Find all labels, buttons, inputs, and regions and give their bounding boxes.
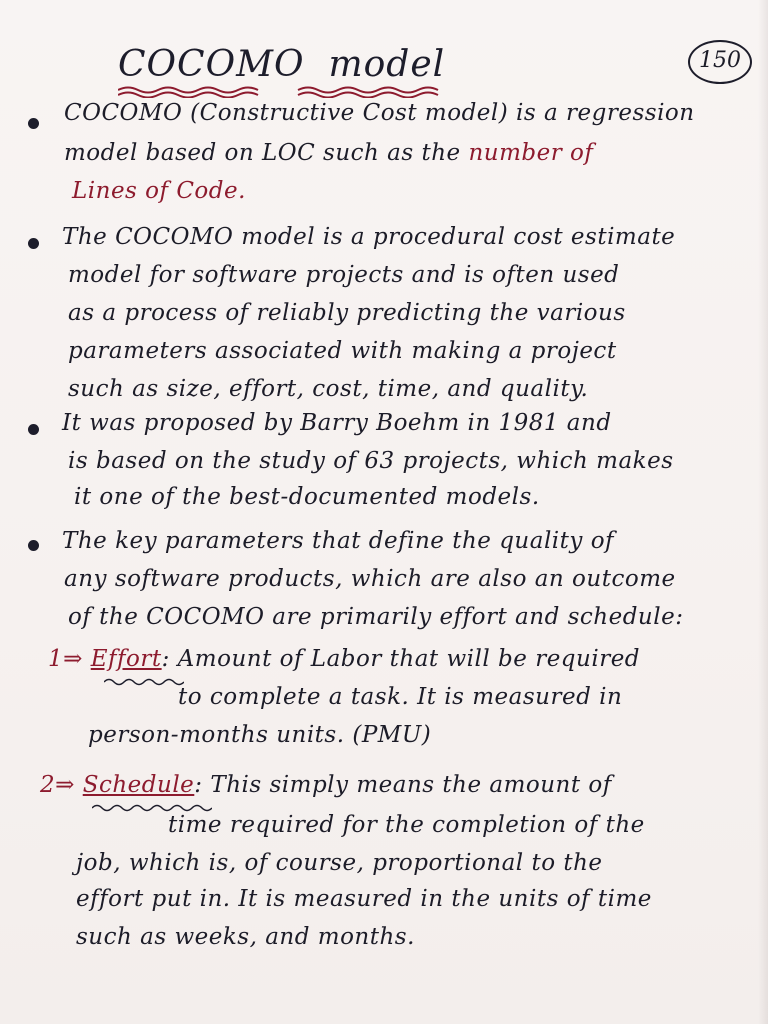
effort-term: Effort [90, 646, 162, 672]
text-line: COCOMO (Constructive Cost model) is a regression [64, 100, 695, 126]
bullet-dot [28, 118, 39, 129]
title-word-1: COCOMO [118, 44, 305, 85]
text-line: 2⇒ Schedule: This simply means the amount of [40, 772, 612, 798]
text-line: to complete a task. It is measured in [178, 684, 623, 710]
title-underline [118, 84, 448, 98]
text-line: 1⇒ Effort: Amount of Labor that will be required [48, 646, 641, 672]
schedule-term: Schedule [82, 772, 195, 798]
bullet-dot [28, 540, 39, 551]
text-line: time required for the completion of the [168, 812, 645, 838]
term-underline [104, 676, 184, 688]
page-edge-shadow [758, 0, 768, 1024]
item-number: 2⇒ [40, 772, 75, 798]
text-line: The key parameters that define the quality of [62, 528, 615, 554]
text-line: model for software projects and is often used [68, 262, 620, 288]
item-number: 1⇒ [48, 646, 83, 672]
page-number: 150 [688, 40, 752, 84]
page-title [118, 44, 445, 85]
text-line: such as size, effort, cost, time, and quality. [68, 376, 589, 402]
text-line: Lines of Code. [72, 178, 246, 204]
text-line: any software products, which are also an outcome [64, 566, 676, 592]
text-line: The COCOMO model is a procedural cost estimate [62, 224, 676, 250]
bullet-dot [28, 238, 39, 249]
text-line: is based on the study of 63 projects, which makes [68, 448, 674, 474]
text-line: person-months units. (PMU) [88, 722, 432, 748]
text-line: model based on LOC such as the number of [64, 140, 594, 166]
text-line: parameters associated with making a project [68, 338, 617, 364]
bullet-dot [28, 424, 39, 435]
text-line: job, which is, of course, proportional to the [76, 850, 603, 876]
text-line: it one of the best-documented models. [74, 484, 540, 510]
text-line: such as weeks, and months. [76, 924, 415, 950]
text-line: of the COCOMO are primarily effort and schedule: [68, 604, 684, 630]
text-line: It was proposed by Barry Boehm in 1981 and [62, 410, 612, 436]
text-line: effort put in. It is measured in the units of time [76, 886, 652, 912]
text-line: as a process of reliably predicting the various [68, 300, 626, 326]
title-word-2: model [328, 44, 446, 85]
